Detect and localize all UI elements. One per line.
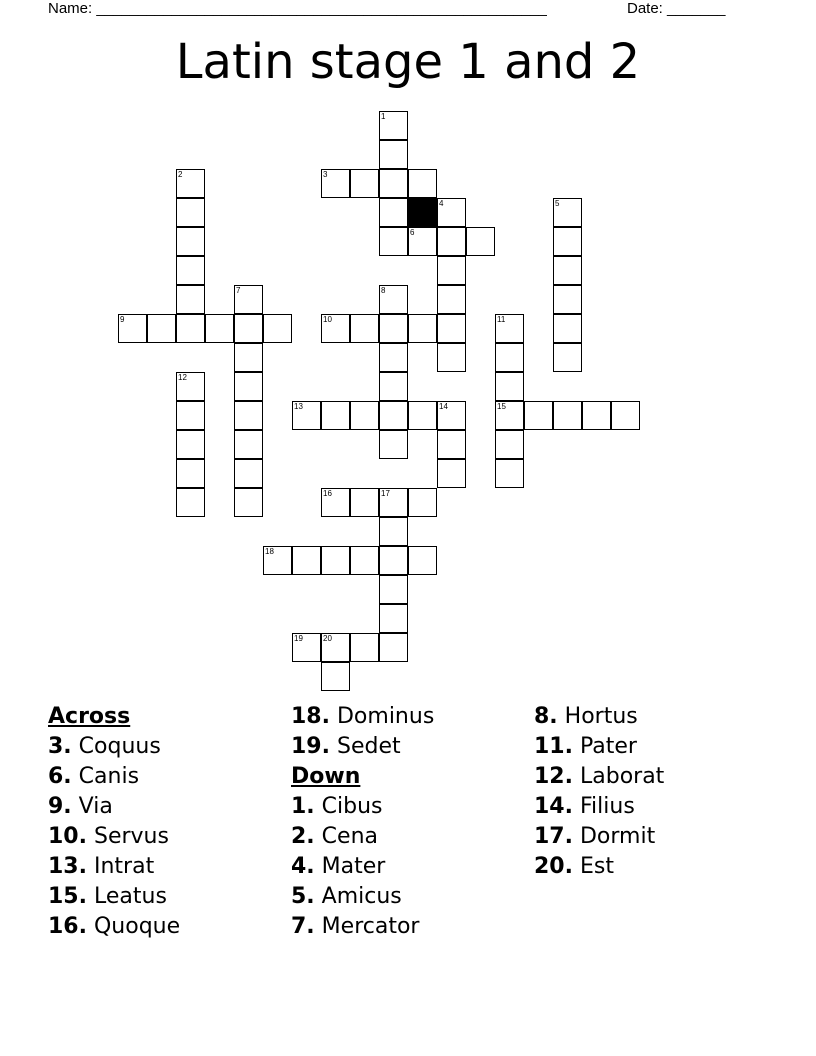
- grid-cell[interactable]: [408, 488, 437, 517]
- grid-cell[interactable]: [234, 430, 263, 459]
- cell-number: 7: [236, 286, 241, 295]
- clue-number: 17.: [534, 824, 573, 849]
- clue-text: Amicus: [321, 884, 402, 909]
- cell-number: 15: [497, 402, 506, 411]
- grid-cell[interactable]: [524, 401, 553, 430]
- clue-across-13: [48, 852, 180, 882]
- clue-number: 4.: [291, 854, 315, 879]
- grid-cell[interactable]: [205, 314, 234, 343]
- clue-text: Dormit: [579, 824, 656, 849]
- cell-number: 8: [381, 286, 386, 295]
- grid-cell[interactable]: [118, 314, 147, 343]
- clue-across-15: [48, 882, 180, 912]
- grid-cell[interactable]: [263, 314, 292, 343]
- grid-cell[interactable]: [495, 430, 524, 459]
- cell-number: 11: [497, 315, 506, 324]
- grid-cell[interactable]: [234, 372, 263, 401]
- clue-text: Dominus: [336, 704, 435, 729]
- grid-cell[interactable]: [408, 227, 437, 256]
- grid-cell[interactable]: [379, 401, 408, 430]
- clue-text: Laborat: [579, 764, 665, 789]
- clue-number: 7.: [291, 914, 315, 939]
- grid-cell[interactable]: [176, 459, 205, 488]
- clue-across-16: [48, 912, 180, 942]
- grid-cell[interactable]: [379, 604, 408, 633]
- grid-cell[interactable]: [379, 633, 408, 662]
- grid-cell[interactable]: [176, 372, 205, 401]
- name-label: Name: ______________________________________________________: [48, 0, 547, 17]
- grid-cell[interactable]: [437, 227, 466, 256]
- cell-number: 9: [120, 315, 125, 324]
- grid-cell[interactable]: [437, 459, 466, 488]
- grid-cell[interactable]: [321, 546, 350, 575]
- grid-cell[interactable]: [176, 169, 205, 198]
- cell-number: 20: [323, 634, 332, 643]
- cell-number: 13: [294, 402, 303, 411]
- clue-text: Leatus: [93, 884, 167, 909]
- cell-number: 1: [381, 112, 386, 121]
- grid-cell[interactable]: [437, 343, 466, 372]
- clue-down-12: [534, 762, 664, 792]
- clue-number: 5.: [291, 884, 315, 909]
- clue-text: Filius: [579, 794, 635, 819]
- grid-cell[interactable]: [379, 111, 408, 140]
- grid-cell[interactable]: [263, 546, 292, 575]
- grid-cell[interactable]: [553, 227, 582, 256]
- grid-cell[interactable]: [495, 459, 524, 488]
- clue-number: 20.: [534, 854, 573, 879]
- clue-down-7: [291, 912, 434, 942]
- grid-cell[interactable]: [553, 285, 582, 314]
- clue-number: 14.: [534, 794, 573, 819]
- grid-cell[interactable]: [437, 198, 466, 227]
- clue-number: 9.: [48, 794, 72, 819]
- grid-cell[interactable]: [176, 285, 205, 314]
- grid-cell[interactable]: [176, 314, 205, 343]
- across-heading: Across: [48, 704, 131, 729]
- grid-cell[interactable]: [437, 256, 466, 285]
- clue-text: Hortus: [564, 704, 638, 729]
- grid-cell[interactable]: [611, 401, 640, 430]
- clue-across-3: [48, 732, 180, 762]
- grid-cell[interactable]: [234, 343, 263, 372]
- clue-text: Servus: [93, 824, 169, 849]
- clue-text: Canis: [78, 764, 140, 789]
- grid-cell[interactable]: [408, 169, 437, 198]
- clues-column-2: [291, 702, 434, 942]
- grid-cell[interactable]: [379, 372, 408, 401]
- clue-text: Intrat: [93, 854, 155, 879]
- clue-across-6: [48, 762, 180, 792]
- clue-across-19: [291, 732, 434, 762]
- clues-column-1: [48, 702, 180, 942]
- grid-cell[interactable]: [495, 401, 524, 430]
- clues-column-3: [534, 702, 664, 882]
- grid-cell[interactable]: [495, 314, 524, 343]
- cell-number: 5: [555, 199, 560, 208]
- clue-down-5: [291, 882, 434, 912]
- clue-down-4: [291, 852, 434, 882]
- grid-cell[interactable]: [321, 401, 350, 430]
- grid-cell[interactable]: [408, 401, 437, 430]
- grid-cell[interactable]: [379, 227, 408, 256]
- grid-cell[interactable]: [350, 488, 379, 517]
- grid-cell[interactable]: [437, 314, 466, 343]
- grid-cell[interactable]: [234, 459, 263, 488]
- grid-cell[interactable]: [379, 575, 408, 604]
- grid-cell[interactable]: [234, 314, 263, 343]
- grid-cell[interactable]: [553, 343, 582, 372]
- grid-cell[interactable]: [321, 169, 350, 198]
- grid-cell[interactable]: [408, 314, 437, 343]
- grid-cell[interactable]: [292, 633, 321, 662]
- cell-number: 18: [265, 547, 274, 556]
- grid-cell[interactable]: [379, 546, 408, 575]
- grid-cell[interactable]: [350, 546, 379, 575]
- grid-cell[interactable]: [495, 372, 524, 401]
- grid-cell[interactable]: [553, 314, 582, 343]
- clue-number: 13.: [48, 854, 87, 879]
- grid-cell[interactable]: [379, 198, 408, 227]
- grid-cell[interactable]: [379, 488, 408, 517]
- grid-cell[interactable]: [379, 169, 408, 198]
- grid-cell[interactable]: [408, 546, 437, 575]
- grid-cell[interactable]: [379, 140, 408, 169]
- grid-cell[interactable]: [379, 285, 408, 314]
- clue-number: 16.: [48, 914, 87, 939]
- grid-cell[interactable]: [379, 517, 408, 546]
- grid-cell[interactable]: [234, 401, 263, 430]
- grid-cell[interactable]: [350, 314, 379, 343]
- grid-cell[interactable]: [350, 633, 379, 662]
- clue-down-11: [534, 732, 664, 762]
- grid-cell[interactable]: [147, 314, 176, 343]
- clue-down-8: [534, 702, 664, 732]
- grid-cell[interactable]: [495, 343, 524, 372]
- clue-text: Cena: [321, 824, 378, 849]
- grid-cell[interactable]: [553, 198, 582, 227]
- grid-cell[interactable]: [582, 401, 611, 430]
- clue-text: Est: [579, 854, 614, 879]
- grid-cell[interactable]: [350, 401, 379, 430]
- cell-number: 19: [294, 634, 303, 643]
- clue-number: 2.: [291, 824, 315, 849]
- grid-cell[interactable]: [437, 285, 466, 314]
- grid-cell[interactable]: [176, 227, 205, 256]
- clue-down-20: [534, 852, 664, 882]
- grid-cell[interactable]: [437, 430, 466, 459]
- date-label: Date: _______: [627, 0, 726, 17]
- grid-cell[interactable]: [234, 488, 263, 517]
- down-heading: Down: [291, 764, 361, 789]
- cell-number: 10: [323, 315, 332, 324]
- clue-down-17: [534, 822, 664, 852]
- grid-cell[interactable]: [437, 401, 466, 430]
- cell-number: 12: [178, 373, 187, 382]
- cell-number: 2: [178, 170, 183, 179]
- cell-number: 16: [323, 489, 332, 498]
- clue-text: Mercator: [321, 914, 420, 939]
- grid-cell[interactable]: [176, 430, 205, 459]
- clue-number: 15.: [48, 884, 87, 909]
- grid-cell[interactable]: [350, 169, 379, 198]
- clue-text: Mater: [321, 854, 386, 879]
- cell-number: 17: [381, 489, 390, 498]
- clue-number: 8.: [534, 704, 558, 729]
- black-cell: [408, 198, 437, 227]
- clue-down-14: [534, 792, 664, 822]
- grid-cell[interactable]: [553, 401, 582, 430]
- grid-cell[interactable]: [321, 633, 350, 662]
- grid-cell[interactable]: [321, 314, 350, 343]
- clue-across-18: [291, 702, 434, 732]
- clue-text: Cibus: [321, 794, 383, 819]
- clue-number: 10.: [48, 824, 87, 849]
- clue-across-9: [48, 792, 180, 822]
- grid-cell[interactable]: [292, 546, 321, 575]
- cell-number: 14: [439, 402, 448, 411]
- cell-number: 4: [439, 199, 444, 208]
- clue-number: 12.: [534, 764, 573, 789]
- clue-across-10: [48, 822, 180, 852]
- grid-cell[interactable]: [176, 401, 205, 430]
- clue-text: Pater: [579, 734, 637, 759]
- page-title: Latin stage 1 and 2: [175, 34, 641, 90]
- grid-cell[interactable]: [292, 401, 321, 430]
- grid-cell[interactable]: [321, 662, 350, 691]
- cell-number: 6: [410, 228, 415, 237]
- grid-cell[interactable]: [379, 343, 408, 372]
- grid-cell[interactable]: [234, 285, 263, 314]
- clue-down-1: [291, 792, 434, 822]
- grid-cell[interactable]: [553, 256, 582, 285]
- clue-number: 1.: [291, 794, 315, 819]
- grid-cell[interactable]: [379, 430, 408, 459]
- clue-number: 6.: [48, 764, 72, 789]
- clue-text: Via: [78, 794, 113, 819]
- grid-cell[interactable]: [176, 488, 205, 517]
- clue-number: 11.: [534, 734, 573, 759]
- grid-cell[interactable]: [466, 227, 495, 256]
- clue-text: Sedet: [336, 734, 401, 759]
- clue-number: 19.: [291, 734, 330, 759]
- clue-text: Coquus: [78, 734, 161, 759]
- grid-cell[interactable]: [321, 488, 350, 517]
- grid-cell[interactable]: [379, 314, 408, 343]
- clue-down-2: [291, 822, 434, 852]
- grid-cell[interactable]: [176, 198, 205, 227]
- cell-number: 3: [323, 170, 328, 179]
- clue-number: 3.: [48, 734, 72, 759]
- clue-text: Quoque: [93, 914, 181, 939]
- clue-number: 18.: [291, 704, 330, 729]
- grid-cell[interactable]: [176, 256, 205, 285]
